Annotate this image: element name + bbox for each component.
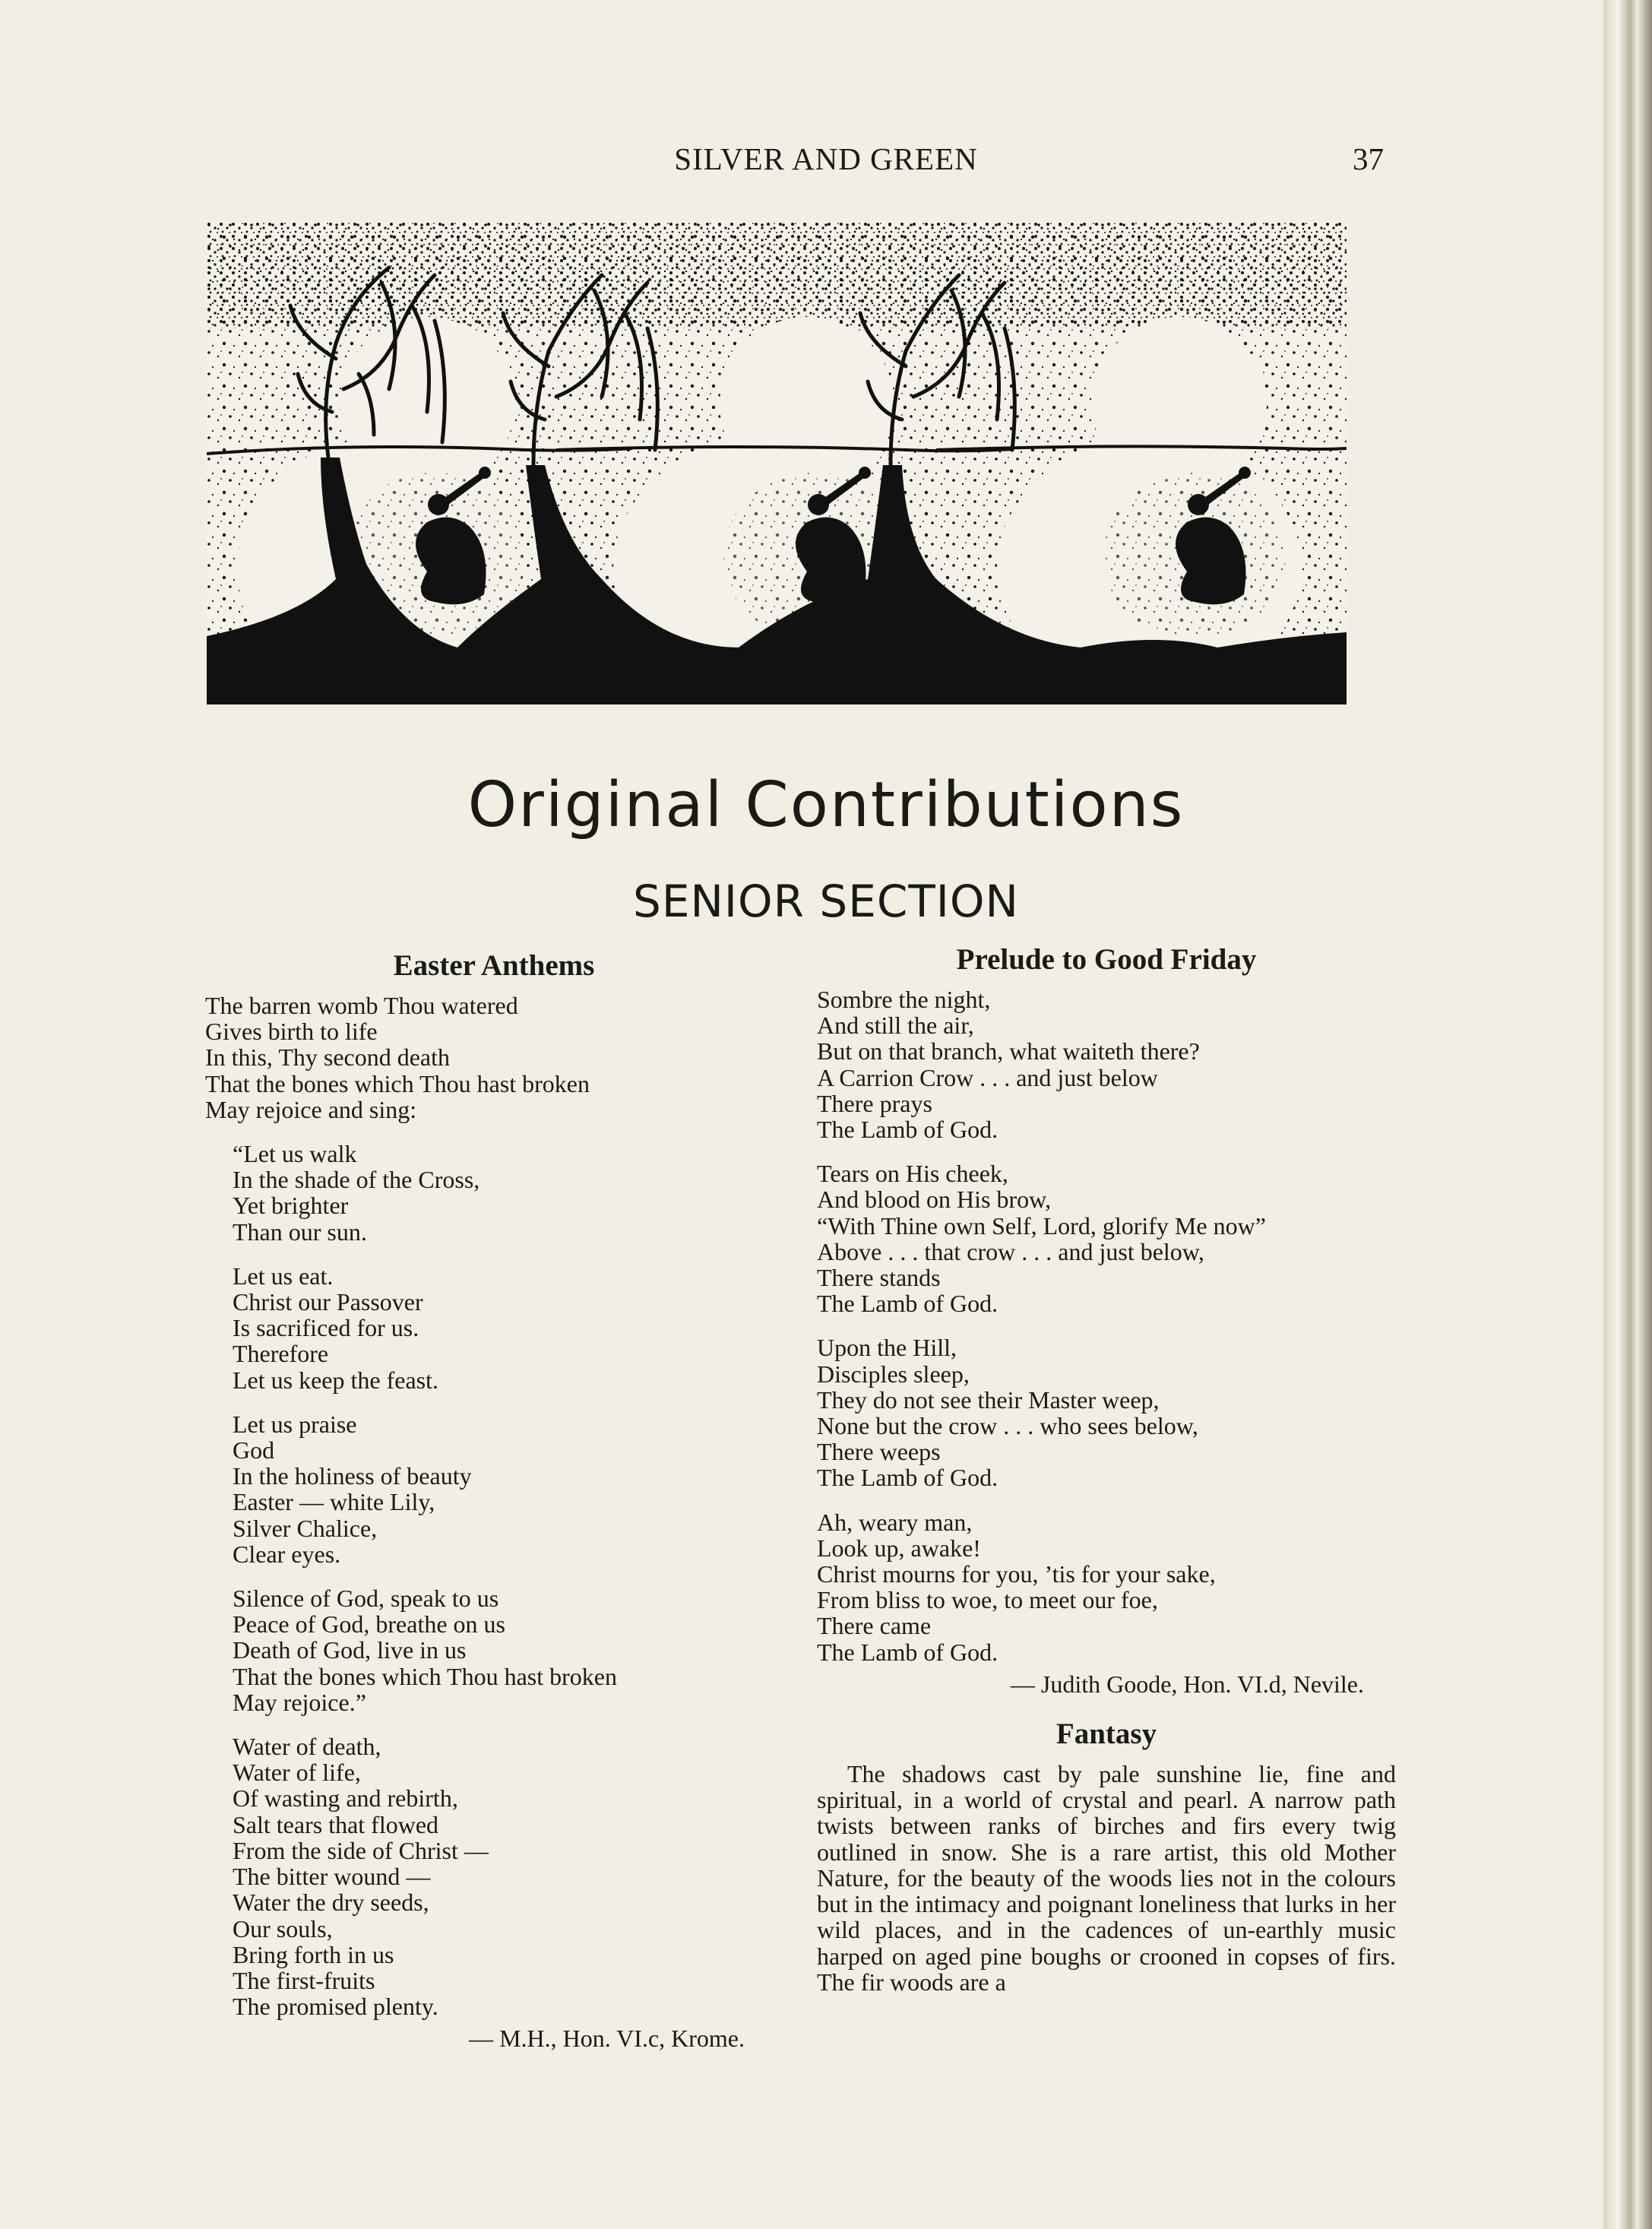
poem-line: Silence of God, speak to us <box>233 1585 499 1613</box>
poem-line: In the shade of the Cross, <box>233 1166 480 1194</box>
poem-title-prelude: Prelude to Good Friday <box>956 943 1257 976</box>
poem-line: None but the crow . . . who sees below, <box>817 1412 1198 1440</box>
poem-stanza <box>233 1411 783 1567</box>
poem-line: The bitter wound — <box>233 1863 431 1891</box>
poem-line: A Carrion Crow . . . and just below <box>817 1063 1158 1091</box>
poem-stanza <box>817 986 1396 1142</box>
poem-line: The Lamb of God. <box>817 1290 998 1318</box>
poem-line: The Lamb of God. <box>817 1116 998 1144</box>
poem-line: They do not see their Master weep, <box>817 1385 1160 1414</box>
poem-line: Water the dry seeds, <box>233 1889 429 1917</box>
poem-line: Let us keep the feast. <box>233 1366 438 1394</box>
poem-line: Bring forth in us <box>233 1940 394 1968</box>
poem-line: Salt tears that flowed <box>233 1810 439 1838</box>
poem-line: Christ our Passover <box>233 1288 423 1316</box>
poem-line: Our souls, <box>233 1914 333 1942</box>
poem-line: “Let us walk <box>233 1140 357 1168</box>
poem-line: The first-fruits <box>233 1966 375 1994</box>
running-head: SILVER AND GREEN <box>674 141 978 176</box>
poem-line: From bliss to woe, to meet our foe, <box>817 1586 1158 1614</box>
poem-line: Christ mourns for you, ’tis for your sake, <box>817 1560 1216 1588</box>
poem-line: Disciples sleep, <box>817 1360 970 1388</box>
poem-line: Upon the Hill, <box>817 1334 957 1362</box>
poem-line: Gives birth to life <box>205 1018 378 1046</box>
poem-line: Peace of God, breathe on us <box>233 1610 505 1639</box>
byline-easter-anthems: — M.H., Hon. VI.c, Krome. <box>469 2025 745 2053</box>
poem-line: Tears on His cheek, <box>817 1160 1008 1188</box>
poem-line: And still the air, <box>817 1012 974 1040</box>
poem-line: From the side of Christ — <box>233 1836 489 1864</box>
poem-line: In this, Thy second death <box>205 1043 451 1072</box>
poem-line: Sombre the night, <box>817 986 991 1013</box>
poem-line: May rejoice.” <box>233 1688 366 1716</box>
poem-stanza <box>233 1733 783 2019</box>
poem-line: Than our sun. <box>233 1217 367 1246</box>
poem-line: Easter — white Lily, <box>233 1488 435 1516</box>
poem-line: Let us eat. <box>233 1262 334 1290</box>
poem-line: Water of death, <box>233 1733 381 1761</box>
poem-stanza <box>233 1141 783 1245</box>
poem-stanza <box>817 1509 1396 1665</box>
poem-line: Silver Chalice, <box>233 1514 378 1542</box>
essay-paragraph: The shadows cast by pale sunshine lie, fine and spiritual, in a world of crystal and pearl. A narrow path twists between ranks of birches and firs every twig outlined in snow. She is a rare artist, this old Mother Nature, for the beauty of the woods lies not in the colours but in the intimacy and poignant loneliness that lurks in her wild places, and in the cadences of un-earthly music harped on aged pine boughs or crooned in copses of firs. The fir woods are a <box>817 1760 1396 1996</box>
poem-line: The Lamb of God. <box>817 1638 998 1666</box>
poem-stanza <box>233 1263 783 1393</box>
poem-line: Clear eyes. <box>233 1540 341 1568</box>
poem-line: And blood on His brow, <box>817 1186 1052 1214</box>
poem-line: Is sacrificed for us. <box>233 1314 419 1342</box>
poem-line: That the bones which Thou hast broken <box>205 1069 590 1097</box>
poem-line: Of wasting and rebirth, <box>233 1784 458 1813</box>
page-number: 37 <box>1353 141 1384 176</box>
poem-line: Death of God, live in us <box>233 1636 467 1664</box>
poem-line: Above . . . that crow . . . and just below, <box>817 1237 1204 1265</box>
poem-intro <box>205 993 783 1122</box>
page-edge <box>1603 0 1652 2229</box>
poem-line: In the holiness of beauty <box>233 1462 472 1490</box>
section-title: SENIOR SECTION <box>633 875 1019 927</box>
poem-line: Therefore <box>233 1340 329 1368</box>
poem-line: That the bones which Thou hast broken <box>233 1662 617 1690</box>
poem-line: May rejoice and sing: <box>205 1095 417 1123</box>
essay-title-fantasy: Fantasy <box>1055 1718 1157 1751</box>
poem-line: Let us praise <box>233 1410 357 1438</box>
poem-line: Look up, awake! <box>817 1534 981 1562</box>
poem-line: The barren womb Thou watered <box>205 992 518 1019</box>
poem-stanza <box>817 1160 1396 1316</box>
poem-line: There weeps <box>817 1438 941 1466</box>
poem-line: But on that branch, what waiteth there? <box>817 1037 1200 1065</box>
poem-line: Yet brighter <box>233 1192 349 1220</box>
poem-line: There came <box>817 1612 932 1640</box>
poem-line: There stands <box>817 1264 941 1292</box>
poem-line: Ah, weary man, <box>817 1508 973 1536</box>
poem-stanza <box>233 1585 783 1715</box>
main-title: Original Contributions <box>467 769 1185 841</box>
trumpeter-scene-icon <box>207 222 1347 704</box>
left-column <box>205 948 783 2052</box>
poem-line: The Lamb of God. <box>817 1464 998 1492</box>
poem-line: God <box>233 1436 275 1464</box>
poem-line: Water of life, <box>233 1759 361 1787</box>
poem-stanza <box>817 1335 1396 1490</box>
byline-prelude: — Judith Goode, Hon. VI.d, Nevile. <box>1010 1670 1364 1698</box>
poem-line: There prays <box>817 1089 932 1117</box>
poem-line: The promised plenty. <box>233 1993 438 2021</box>
poem-title-easter-anthems: Easter Anthems <box>393 949 595 982</box>
poem-line: “With Thine own Self, Lord, glorify Me now” <box>817 1211 1266 1240</box>
right-column <box>817 942 1396 1995</box>
